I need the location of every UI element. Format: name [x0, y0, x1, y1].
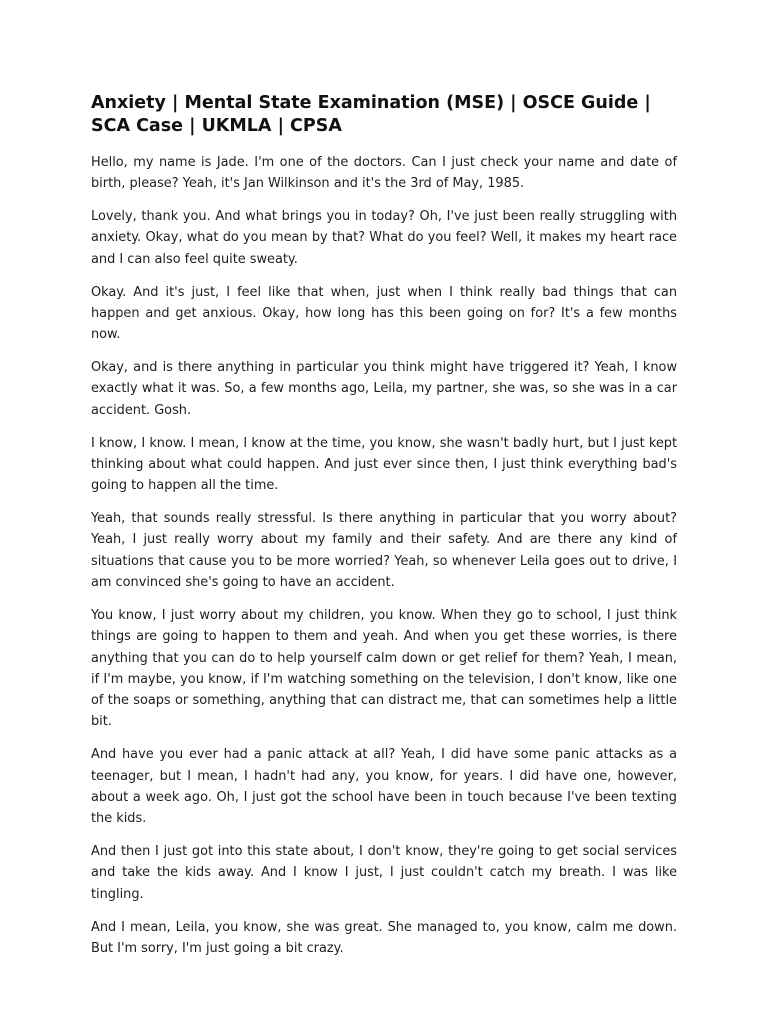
paragraph-1: Hello, my name is Jade. I'm one of the doctors. Can I just check your name and date of birth, please? Yeah, it's Jan Wilkinson and it's the 3rd of May, 1985.: [91, 155, 677, 192]
paragraph-4: Okay, and is there anything in particular you think might have triggered it? Yeah, I know exactly what it was. So, a few months ago, Leila, my partner, she was, so she was in a car accident. Gosh.: [91, 360, 677, 418]
paragraph-9: And then I just got into this state about, I don't know, they're going to get social services and take the kids away. And I know I just, I just couldn't catch my breath. I was like tingling.: [91, 844, 677, 902]
document-title: Anxiety | Mental State Examination (MSE) | OSCE Guide | SCA Case | UKMLA | CPSA: [91, 93, 651, 136]
paragraph-2: Lovely, thank you. And what brings you in today? Oh, I've just been really struggling with anxiety. Okay, what do you mean by that? What do you feel? Well, it makes my heart race and I can also feel quite sweaty.: [91, 209, 677, 267]
paragraph-6: Yeah, that sounds really stressful. Is there anything in particular that you worry about? Yeah, I just really worry about my family and their safety. And are there any kind of situations that cause you to be more worried? Yeah, so whenever Leila goes out to drive, I am convinced she's going to have an accident.: [91, 511, 677, 591]
paragraph-7: You know, I just worry about my children, you know. When they go to school, I just think things are going to happen to them and yeah. And when you get these worries, is there anything that you can do to help yourself calm down or get relief for them? Yeah, I mean, if I'm maybe, you know, if I'm watching something on the television, I don't know, like one of the soaps or something, anything that can distract me, that can sometimes help a little bit.: [91, 607, 677, 730]
paragraph-3: Okay. And it's just, I feel like that when, just when I think really bad things that can happen and get anxious. Okay, how long has this been going on for? It's a few months now.: [91, 284, 677, 343]
document-page: [91, 92, 677, 971]
paragraph-8: And have you ever had a panic attack at all? Yeah, I did have some panic attacks as a teenager, but I mean, I hadn't had any, you know, for years. I did have one, however, about a week ago. Oh, I just got the school have been in touch because I've been texting the kids.: [91, 747, 677, 827]
paragraph-10: And I mean, Leila, you know, she was great. She managed to, you know, calm me down. But I'm sorry, I'm just going a bit crazy.: [91, 919, 677, 956]
paragraph-5: I know, I know. I mean, I know at the time, you know, she wasn't badly hurt, but I just kept thinking about what could happen. And just ever since then, I just think everything bad's going to happen all the time.: [91, 435, 677, 494]
